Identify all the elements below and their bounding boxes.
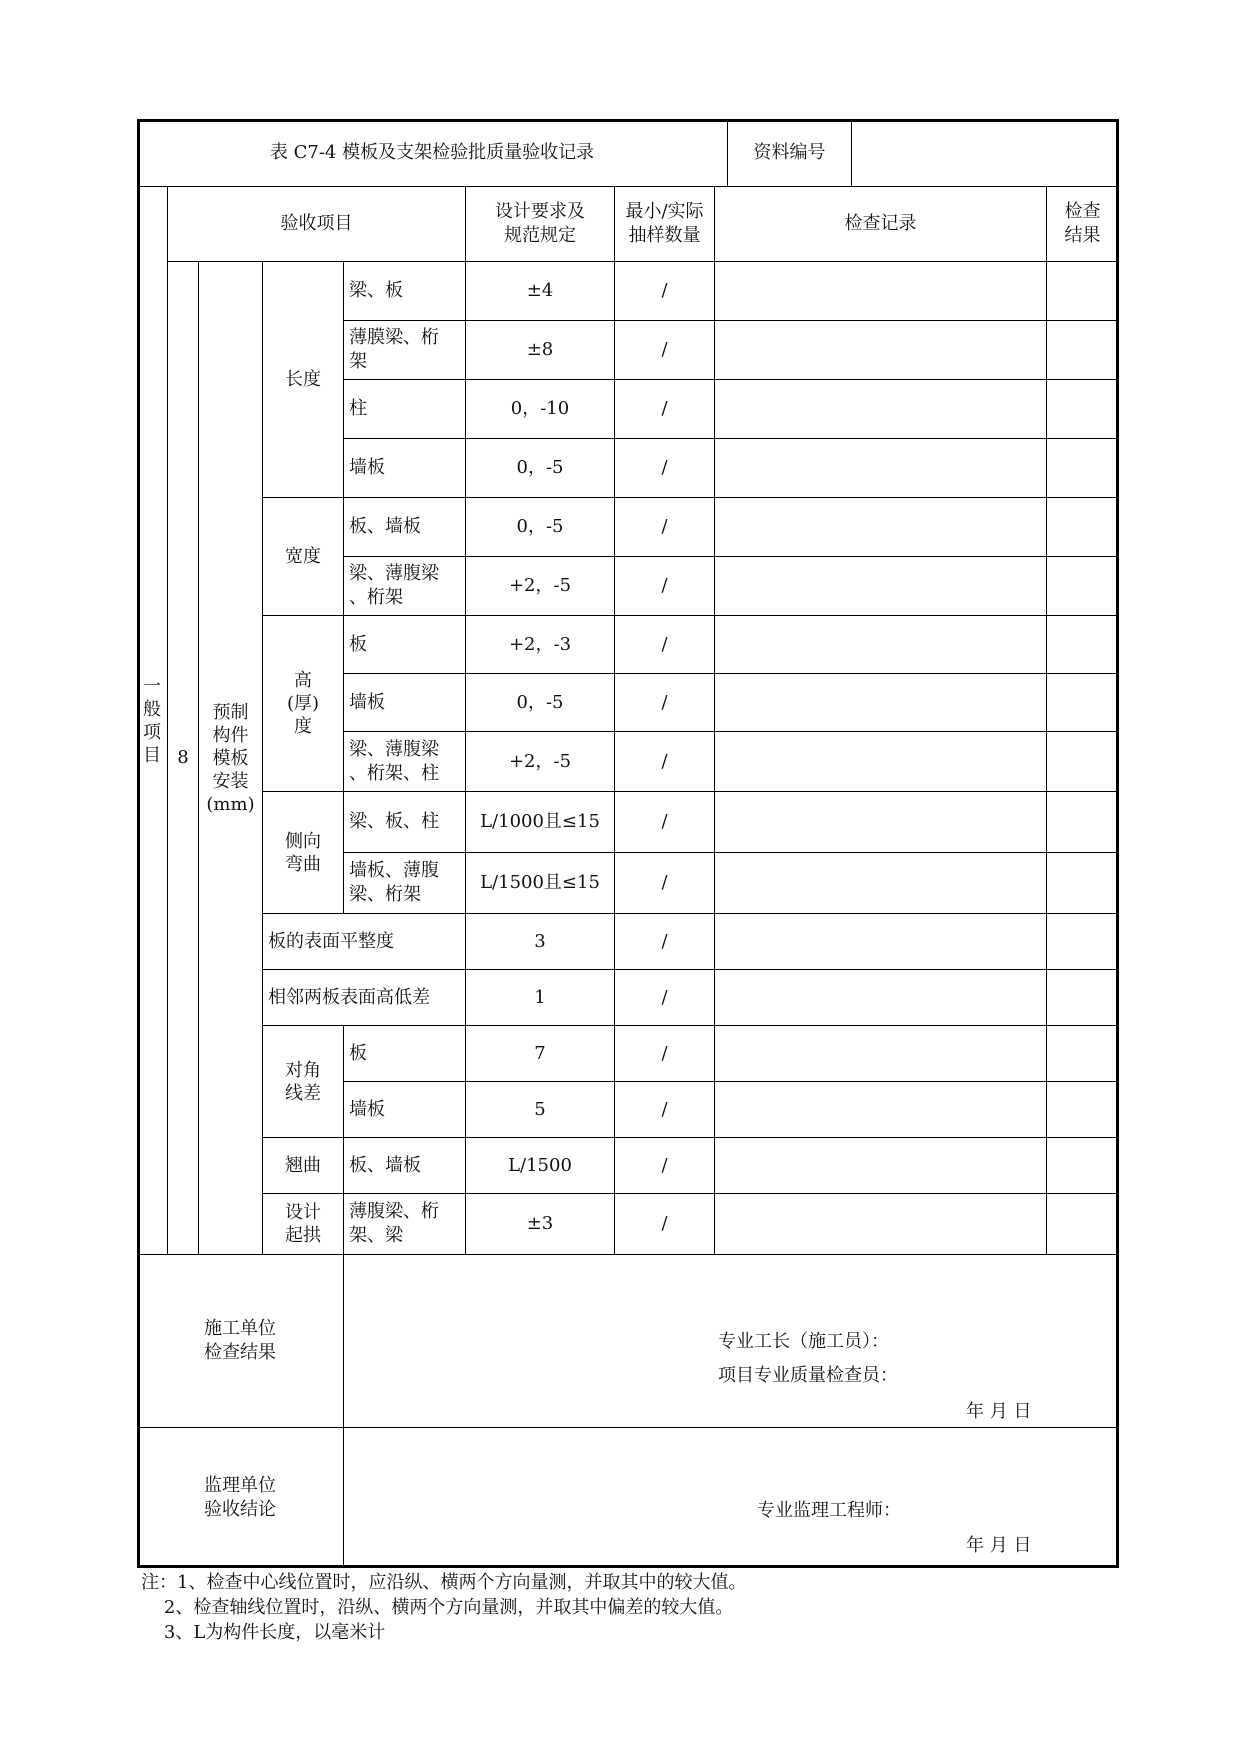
item-name: 预制 构件 模板 安装 (mm) [199,262,263,1255]
check-subitem: 梁、板、柱 [344,792,466,853]
check-subitem: 板 [344,1026,466,1082]
sample-count: / [615,970,715,1026]
notes: 注：1、检查中心线位置时，应沿纵、横两个方向量测，并取其中的较大值。 2、检查轴线位置时，沿纵、横两个方向量测，并取其中偏差的较大值。 3、L为构件长度，以毫米计 [141,1572,747,1643]
design-spec: ±3 [466,1194,615,1255]
check-record-cell [715,970,1047,1026]
check-result-cell [1047,380,1119,439]
sample-count: / [615,732,715,792]
design-spec: ±4 [466,262,615,321]
check-subitem: 板、墙板 [344,498,466,557]
check-group-0: 长度 [263,262,344,498]
check-record-cell [715,1026,1047,1082]
sample-count: / [615,853,715,914]
check-group-3: 侧向 弯曲 [263,792,344,914]
doc-no-value [852,119,1119,187]
check-result-cell [1047,1138,1119,1194]
sample-count: / [615,498,715,557]
check-item-5: 相邻两板表面高低差 [263,970,466,1026]
check-subitem: 梁、薄腹梁 、桁架 [344,557,466,616]
check-result-cell [1047,616,1119,674]
check-record-cell [715,557,1047,616]
design-spec: 0，-5 [466,439,615,498]
header-result: 检查 结果 [1047,187,1119,262]
sample-count: / [615,914,715,970]
header-item: 验收项目 [168,187,466,262]
design-spec: ±8 [466,321,615,380]
check-result-cell [1047,439,1119,498]
check-result-cell [1047,732,1119,792]
check-record-cell [715,380,1047,439]
design-spec: 0，-10 [466,380,615,439]
check-result-cell [1047,792,1119,853]
supervision-unit-label: 监理单位 验收结论 [137,1428,344,1568]
sample-count: / [615,792,715,853]
sample-count: / [615,1194,715,1255]
check-subitem: 墙板 [344,439,466,498]
check-record-cell [715,792,1047,853]
form-title: 表 C7-4 模板及支架检验批质量验收记录 [137,119,728,187]
check-record-cell [715,498,1047,557]
design-spec: 5 [466,1082,615,1138]
design-spec: L/1500 [466,1138,615,1194]
check-subitem: 板 [344,616,466,674]
check-result-cell [1047,970,1119,1026]
design-spec: 3 [466,914,615,970]
check-record-cell [715,616,1047,674]
check-subitem: 柱 [344,380,466,439]
check-result-cell [1047,498,1119,557]
sample-count: / [615,262,715,321]
supervision-date: 年 月 日 [966,1535,1032,1556]
sample-count: / [615,1138,715,1194]
check-subitem: 梁、板 [344,262,466,321]
check-subitem: 梁、薄腹梁 、桁架、柱 [344,732,466,792]
design-spec: 1 [466,970,615,1026]
check-group-8: 设计 起拱 [263,1194,344,1255]
check-subitem: 墙板 [344,674,466,732]
check-result-cell [1047,674,1119,732]
item-number: 8 [168,262,199,1255]
check-result-cell [1047,1026,1119,1082]
check-subitem: 薄膜梁、桁 架 [344,321,466,380]
design-spec: L/1000且≤15 [466,792,615,853]
check-group-6: 对角 线差 [263,1026,344,1138]
check-subitem: 板、墙板 [344,1138,466,1194]
check-record-cell [715,914,1047,970]
sample-count: / [615,380,715,439]
check-group-2: 高 (厚) 度 [263,616,344,792]
design-spec: 0，-5 [466,674,615,732]
design-spec: L/1500且≤15 [466,853,615,914]
check-result-cell [1047,914,1119,970]
supervising-engineer-label: 专业监理工程师： [757,1500,901,1521]
check-record-cell [715,853,1047,914]
check-record-cell [715,321,1047,380]
header-sample: 最小/实际 抽样数量 [615,187,715,262]
check-subitem: 墙板、薄腹 梁、桁架 [344,853,466,914]
check-record-cell [715,262,1047,321]
sample-count: / [615,321,715,380]
check-record-cell [715,439,1047,498]
check-record-cell [715,1082,1047,1138]
header-record: 检查记录 [715,187,1047,262]
category-general: 一 般 项 目 [137,187,168,1255]
check-record-cell [715,1138,1047,1194]
doc-no-label: 资料编号 [728,119,852,187]
check-subitem: 墙板 [344,1082,466,1138]
check-result-cell [1047,321,1119,380]
check-result-cell [1047,262,1119,321]
check-result-cell [1047,557,1119,616]
check-group-7: 翘曲 [263,1138,344,1194]
sample-count: / [615,616,715,674]
sample-count: / [615,557,715,616]
construction-unit-label: 施工单位 检查结果 [137,1255,344,1428]
sample-count: / [615,1082,715,1138]
design-spec: +2，-3 [466,616,615,674]
sample-count: / [615,439,715,498]
header-design: 设计要求及 规范规定 [466,187,615,262]
construction-date: 年 月 日 [966,1401,1032,1422]
sample-count: / [615,674,715,732]
check-result-cell [1047,1082,1119,1138]
inspection-form [137,119,1119,1568]
check-record-cell [715,674,1047,732]
check-result-cell [1047,1194,1119,1255]
design-spec: 0，-5 [466,498,615,557]
check-group-1: 宽度 [263,498,344,616]
check-result-cell [1047,853,1119,914]
sample-count: / [615,1026,715,1082]
design-spec: 7 [466,1026,615,1082]
check-item-4: 板的表面平整度 [263,914,466,970]
check-record-cell [715,732,1047,792]
check-subitem: 薄腹梁、桁 架、梁 [344,1194,466,1255]
foreman-signature-label: 专业工长（施工员）： [718,1331,889,1352]
quality-inspector-label: 项目专业质量检查员： [718,1365,898,1386]
design-spec: +2，-5 [466,557,615,616]
check-record-cell [715,1194,1047,1255]
design-spec: +2，-5 [466,732,615,792]
